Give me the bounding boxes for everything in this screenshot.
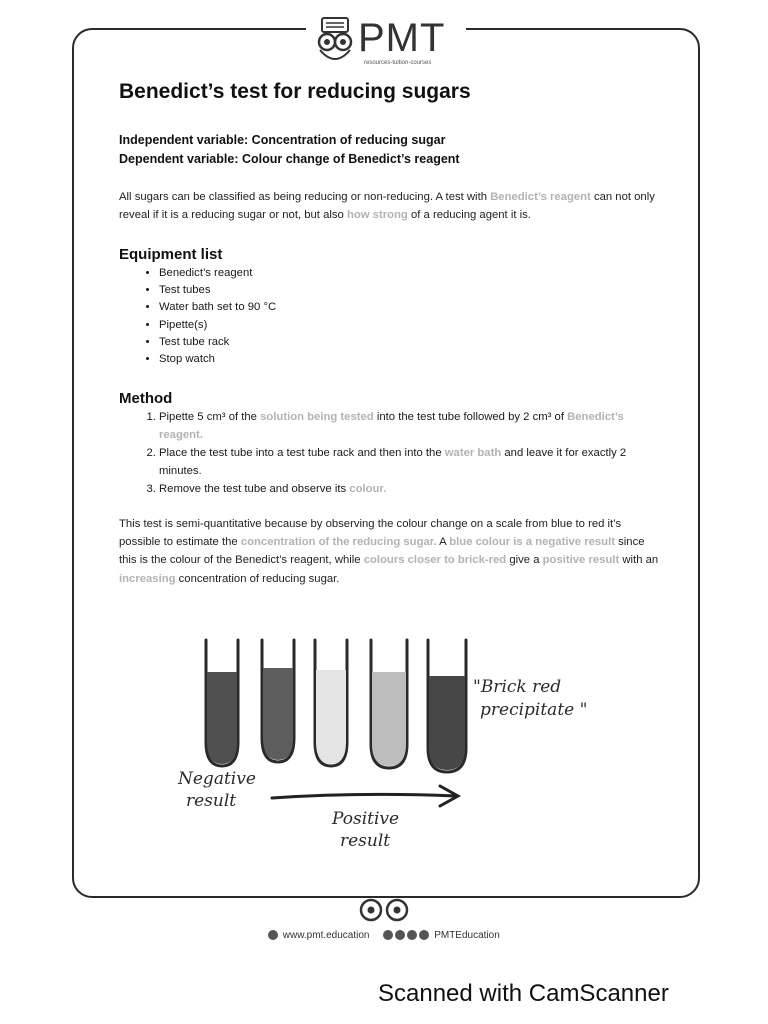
test-tube-4-liquid (372, 672, 406, 766)
camscanner-watermark: Scanned with CamScanner (378, 980, 669, 1007)
social-icon (395, 930, 405, 940)
direction-arrow (272, 786, 458, 806)
intro-text: can not only reveal if it is a reducing sugar or not, but also (119, 191, 655, 221)
step-text: Remove the test tube and observe its (159, 483, 350, 496)
positive-label-2: result (340, 831, 391, 851)
brick-red-label-2: precipitate " (480, 700, 588, 720)
method-step (159, 481, 659, 499)
document-body (119, 80, 659, 588)
independent-variable: Independent variable: Concentration of reducing sugar (119, 133, 446, 147)
dependent-variable: Dependent variable: Colour change of Benedict’s reagent (119, 152, 460, 166)
intro-highlight: Benedict’s reagent (490, 191, 591, 203)
footer-website[interactable]: www.pmt.education (282, 930, 370, 941)
conclusion-text: This test is semi-quantitative because by observing the colour change on a scale from blue to red it’s possible to estimate the (119, 517, 622, 549)
conclusion-highlight: positive result (542, 554, 620, 567)
method-heading: Method (119, 390, 173, 408)
step-highlight: water bath (444, 447, 502, 460)
step-highlight: Benedict’s reagent. (159, 411, 624, 441)
conclusion-text: since this is the colour of the Benedict’s reagent, while (119, 536, 645, 567)
logo-brand: PMT (358, 16, 446, 60)
negative-label-1: Negative (178, 769, 256, 789)
negative-label-2: result (186, 791, 237, 811)
method-step (159, 409, 659, 444)
list-item: • Benedict’s reagent (159, 265, 659, 282)
conclusion-highlight: concentration of the reducing sugar. (240, 536, 437, 549)
list-item: • Test tube rack (159, 334, 659, 351)
conclusion-text: A (436, 536, 450, 549)
conclusion-text: with an (619, 554, 659, 567)
conclusion-highlight: blue colour is a negative result (449, 536, 615, 549)
footer (268, 930, 500, 941)
positive-label-1: Positive (332, 809, 400, 829)
pmt-logo (306, 10, 466, 70)
brick-red-label-1: "Brick red (473, 677, 562, 697)
globe-icon (268, 930, 278, 940)
step-text: Place the test tube into a test tube rack and then into the (159, 447, 445, 460)
pmt-owl-icon (314, 16, 356, 66)
social-icon (407, 930, 417, 940)
equipment-list (119, 265, 659, 368)
variables-block (119, 131, 659, 169)
intro-highlight: how strong (346, 209, 408, 221)
test-tube-1-liquid (207, 672, 237, 764)
list-item: • Stop watch (159, 351, 659, 368)
social-icon (383, 930, 393, 940)
step-text: into the test tube followed by 2 cm³ of (373, 411, 568, 424)
test-tube-5-liquid (429, 676, 465, 770)
footer-social[interactable]: PMTEducation (434, 930, 500, 941)
test-tube-3-liquid (316, 670, 346, 764)
conclusion-highlight: colours closer to brick-red (363, 554, 507, 567)
intro-text: All sugars can be classified as being reducing or non-reducing. A test with (119, 191, 491, 203)
test-tube-drawing (170, 632, 620, 857)
intro-text: of a reducing agent it is. (407, 209, 531, 221)
social-icon (419, 930, 429, 940)
list-item: • Test tubes (159, 282, 659, 299)
conclusion-text: concentration of reducing sugar. (175, 572, 340, 585)
intro-paragraph (119, 188, 659, 224)
list-item: • Water bath set to 90 °C (159, 299, 659, 316)
conclusion-highlight: increasing (119, 572, 176, 585)
list-item: • Pipette(s) (159, 317, 659, 334)
step-highlight: colour. (349, 483, 387, 496)
logo-tagline: resources-tuition-courses (364, 60, 432, 66)
step-highlight: solution being tested (260, 411, 374, 424)
test-tube-2-liquid (263, 668, 293, 760)
method-step (159, 445, 659, 480)
equipment-heading: Equipment list (119, 246, 223, 263)
step-text: Pipette 5 cm³ of the (159, 411, 261, 424)
conclusion-text: give a (506, 554, 543, 567)
step-text: and leave it for exactly 2 minutes. (159, 447, 627, 477)
page-title: Benedict’s test for reducing sugars (119, 80, 471, 103)
conclusion-paragraph (119, 515, 659, 588)
method-list (119, 409, 659, 499)
footer-eyes-icon (356, 898, 412, 924)
